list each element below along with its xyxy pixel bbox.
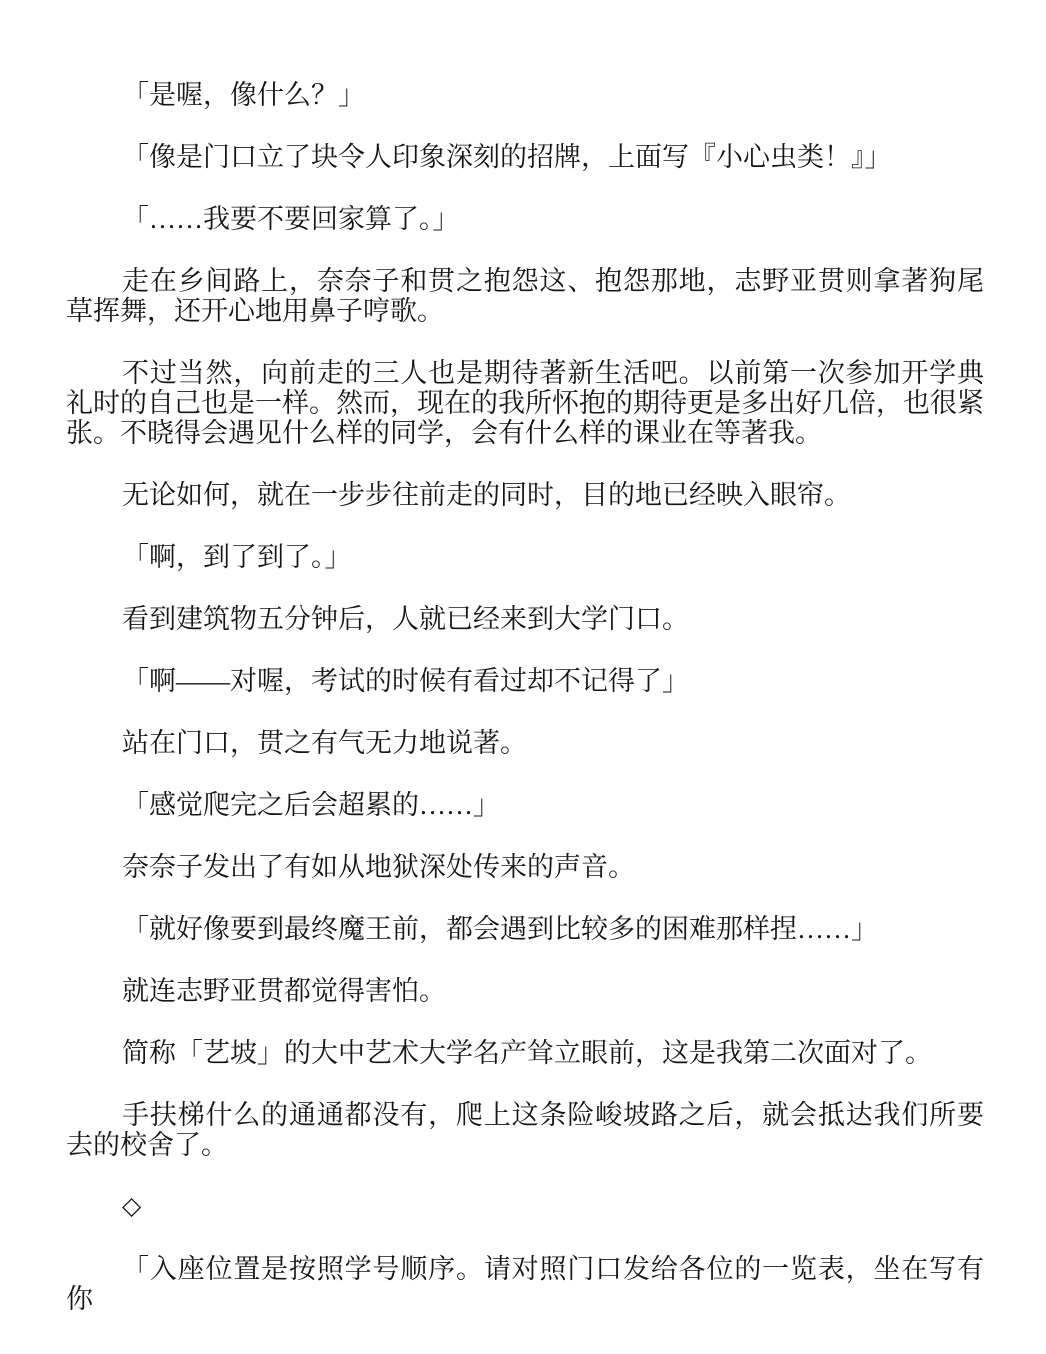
dialogue-paragraph: 「啊——对喔，考试的时候有看过却不记得了」 bbox=[122, 666, 689, 696]
narration-paragraph: 奈奈子发出了有如从地狱深处传来的声音。 bbox=[122, 852, 635, 882]
scene-break-marker: ◇ bbox=[122, 1193, 142, 1220]
narration-paragraph: 无论如何，就在一步步往前走的同时，目的地已经映入眼帘。 bbox=[122, 480, 851, 510]
narration-paragraph: 看到建筑物五分钟后，人就已经来到大学门口。 bbox=[122, 604, 689, 634]
dialogue-paragraph: 「感觉爬完之后会超累的……」 bbox=[122, 790, 500, 820]
dialogue-paragraph: 「是喔，像什么？」 bbox=[122, 80, 365, 110]
dialogue-paragraph: 「像是门口立了块令人印象深刻的招牌，上面写『小心虫类！』」 bbox=[122, 142, 892, 172]
dialogue-paragraph: 「就好像要到最终魔王前，都会遇到比较多的困难那样捏……」 bbox=[122, 914, 878, 944]
dialogue-paragraph: 「……我要不要回家算了。」 bbox=[122, 204, 460, 234]
narration-paragraph: 站在门口，贯之有气无力地说著。 bbox=[122, 728, 527, 758]
dialogue-paragraph: 「啊，到了到了。」 bbox=[122, 542, 352, 572]
narration-paragraph: 手扶梯什么的通通都没有，爬上这条险峻坡路之后，就会抵达我们所要去的校舍了。 bbox=[66, 1100, 984, 1160]
narration-paragraph: 就连志野亚贯都觉得害怕。 bbox=[122, 976, 446, 1006]
narration-paragraph: 不过当然，向前走的三人也是期待著新生活吧。以前第一次参加开学典礼时的自己也是一样。然而，现在的我所怀抱的期待更是多出好几倍，也很紧张。不晓得会遇见什么样的同学，会有什么样的课业在等著我。 bbox=[66, 358, 984, 448]
narration-paragraph: 简称「艺坡」的大中艺术大学名产耸立眼前，这是我第二次面对了。 bbox=[122, 1038, 932, 1068]
narration-paragraph: 走在乡间路上，奈奈子和贯之抱怨这、抱怨那地，志野亚贯则拿著狗尾草挥舞，还开心地用鼻子哼歌。 bbox=[66, 266, 984, 326]
dialogue-paragraph: 「入座位置是按照学号顺序。请对照门口发给各位的一览表，坐在写有你 bbox=[66, 1254, 984, 1314]
